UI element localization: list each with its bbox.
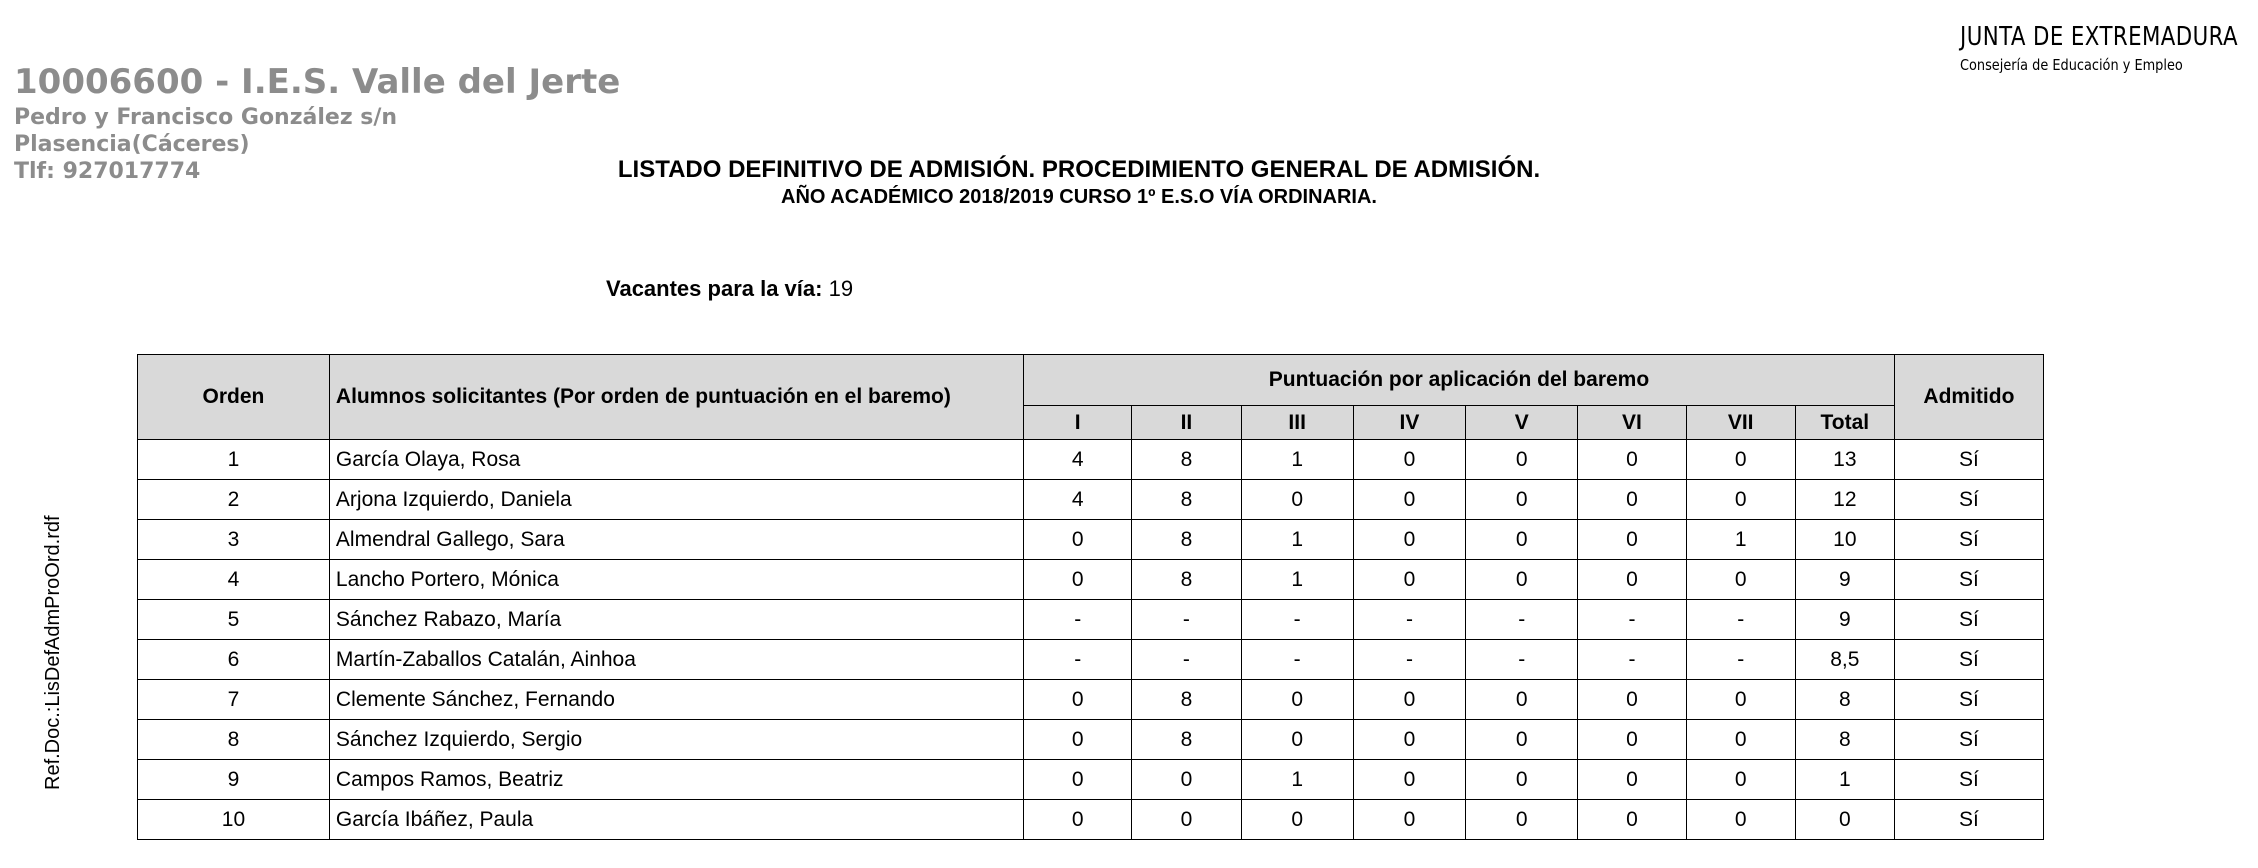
cell-alumno: Sánchez Rabazo, María [329,600,1023,640]
school-address: Pedro y Francisco González s/n [14,105,398,130]
school-city: Plasencia(Cáceres) [14,132,250,157]
cell-criterion-ii: - [1132,600,1241,640]
cell-criterion-iii: - [1241,600,1353,640]
cell-criterion-iv: 0 [1353,480,1465,520]
cell-orden: 10 [138,800,330,840]
cell-alumno: Martín-Zaballos Catalán, Ainhoa [329,640,1023,680]
cell-admitido: Sí [1894,680,2043,720]
cell-criterion-ii: 8 [1132,560,1241,600]
cell-total: 8,5 [1795,640,1894,680]
cell-orden: 8 [138,720,330,760]
cell-criterion-i: - [1024,640,1132,680]
cell-alumno: Clemente Sánchez, Fernando [329,680,1023,720]
cell-criterion-ii: 0 [1132,760,1241,800]
cell-criterion-i: 4 [1024,440,1132,480]
cell-orden: 4 [138,560,330,600]
cell-criterion-ii: 8 [1132,480,1241,520]
cell-criterion-v: 0 [1466,800,1578,840]
cell-criterion-v: 0 [1466,680,1578,720]
cell-criterion-iii: - [1241,640,1353,680]
cell-criterion-ii: 8 [1132,720,1241,760]
cell-criterion-v: 0 [1466,440,1578,480]
table-row [138,440,2044,480]
table-row [138,480,2044,520]
cell-criterion-i: 0 [1024,800,1132,840]
cell-criterion-vii: 0 [1686,560,1795,600]
header-admitido: Admitido [1894,355,2043,440]
cell-criterion-iv: 0 [1353,760,1465,800]
cell-criterion-iv: 0 [1353,520,1465,560]
cell-criterion-iv: - [1353,600,1465,640]
cell-criterion-iii: 0 [1241,720,1353,760]
header-criterion-iii: III [1241,406,1353,440]
cell-criterion-vi: 0 [1578,680,1686,720]
cell-criterion-v: 0 [1466,520,1578,560]
header-orden: Orden [138,355,330,440]
cell-criterion-iv: 0 [1353,440,1465,480]
cell-criterion-iii: 1 [1241,560,1353,600]
cell-criterion-iii: 1 [1241,440,1353,480]
cell-criterion-ii: - [1132,640,1241,680]
cell-criterion-vi: 0 [1578,520,1686,560]
cell-admitido: Sí [1894,600,2043,640]
cell-alumno: Sánchez Izquierdo, Sergio [329,720,1023,760]
cell-criterion-i: 4 [1024,480,1132,520]
cell-criterion-vii: 0 [1686,680,1795,720]
cell-total: 9 [1795,560,1894,600]
cell-total: 8 [1795,680,1894,720]
cell-criterion-iii: 0 [1241,800,1353,840]
cell-criterion-i: 0 [1024,720,1132,760]
cell-alumno: Lancho Portero, Mónica [329,560,1023,600]
header-total: Total [1795,406,1894,440]
cell-criterion-vi: 0 [1578,440,1686,480]
cell-criterion-iv: 0 [1353,800,1465,840]
table-row [138,640,2044,680]
cell-criterion-v: 0 [1466,720,1578,760]
institution-name: JUNTA DE EXTREMADURA [1960,22,2238,52]
document-title: LISTADO DEFINITIVO DE ADMISIÓN. PROCEDIMIENTO GENERAL DE ADMISIÓN. [617,156,1541,183]
cell-admitido: Sí [1894,800,2043,840]
cell-alumno: García Ibáñez, Paula [329,800,1023,840]
cell-total: 0 [1795,800,1894,840]
cell-criterion-i: 0 [1024,520,1132,560]
cell-criterion-vi: 0 [1578,800,1686,840]
cell-criterion-i: 0 [1024,760,1132,800]
table-row [138,520,2044,560]
cell-criterion-v: 0 [1466,560,1578,600]
cell-criterion-i: 0 [1024,680,1132,720]
vacantes [606,276,853,302]
cell-criterion-vi: 0 [1578,760,1686,800]
cell-alumno: Almendral Gallego, Sara [329,520,1023,560]
cell-orden: 5 [138,600,330,640]
document-subtitle: AÑO ACADÉMICO 2018/2019 CURSO 1º E.S.O VÍA ORDINARIA. [781,186,1377,208]
cell-criterion-vi: 0 [1578,720,1686,760]
cell-criterion-vii: 0 [1686,480,1795,520]
cell-criterion-iv: - [1353,640,1465,680]
cell-total: 1 [1795,760,1894,800]
institution-department: Consejería de Educación y Empleo [1960,56,2183,74]
cell-criterion-i: - [1024,600,1132,640]
cell-orden: 6 [138,640,330,680]
cell-total: 10 [1795,520,1894,560]
cell-criterion-iv: 0 [1353,680,1465,720]
header-criterion-v: V [1466,406,1578,440]
header-puntuacion: Puntuación por aplicación del baremo [1024,355,1895,406]
cell-criterion-vi: 0 [1578,480,1686,520]
cell-criterion-v: 0 [1466,480,1578,520]
cell-total: 13 [1795,440,1894,480]
institution-logo [1960,22,2258,74]
header-criterion-vi: VI [1578,406,1686,440]
table-row [138,680,2044,720]
cell-orden: 9 [138,760,330,800]
cell-admitido: Sí [1894,440,2043,480]
header-criterion-ii: II [1132,406,1241,440]
cell-admitido: Sí [1894,720,2043,760]
cell-criterion-iii: 1 [1241,520,1353,560]
cell-criterion-ii: 8 [1132,440,1241,480]
cell-criterion-vii: 0 [1686,760,1795,800]
cell-criterion-iii: 0 [1241,480,1353,520]
cell-total: 9 [1795,600,1894,640]
cell-criterion-i: 0 [1024,560,1132,600]
cell-alumno: García Olaya, Rosa [329,440,1023,480]
cell-alumno: Campos Ramos, Beatriz [329,760,1023,800]
cell-criterion-ii: 8 [1132,680,1241,720]
cell-criterion-vii: 1 [1686,520,1795,560]
cell-criterion-vii: 0 [1686,440,1795,480]
cell-criterion-v: 0 [1466,760,1578,800]
header-criterion-vii: VII [1686,406,1795,440]
admission-table [137,354,2044,840]
cell-orden: 3 [138,520,330,560]
ref-doc: Ref.Doc.:LisDefAdmProOrd.rdf [42,515,64,790]
header-alumnos: Alumnos solicitantes (Por orden de puntuación en el baremo) [329,355,1023,440]
cell-criterion-vii: 0 [1686,800,1795,840]
cell-criterion-vii: 0 [1686,720,1795,760]
vacantes-value: 19 [828,276,854,301]
school-code-name: 10006600 - I.E.S. Valle del Jerte [14,62,621,102]
cell-criterion-vi: - [1578,600,1686,640]
cell-admitido: Sí [1894,640,2043,680]
cell-criterion-vi: 0 [1578,560,1686,600]
cell-criterion-vi: - [1578,640,1686,680]
school-phone: Tlf: 927017774 [14,159,201,184]
cell-criterion-iv: 0 [1353,560,1465,600]
cell-admitido: Sí [1894,480,2043,520]
vacantes-label: Vacantes para la vía: [606,276,823,301]
cell-orden: 1 [138,440,330,480]
table-row [138,800,2044,840]
table-row [138,760,2044,800]
cell-criterion-iv: 0 [1353,720,1465,760]
cell-admitido: Sí [1894,520,2043,560]
header-criterion-i: I [1024,406,1132,440]
table-row [138,720,2044,760]
cell-criterion-iii: 0 [1241,680,1353,720]
cell-criterion-v: - [1466,640,1578,680]
cell-criterion-v: - [1466,600,1578,640]
cell-alumno: Arjona Izquierdo, Daniela [329,480,1023,520]
cell-criterion-iii: 1 [1241,760,1353,800]
cell-criterion-vii: - [1686,600,1795,640]
cell-total: 12 [1795,480,1894,520]
header-criterion-iv: IV [1353,406,1465,440]
cell-orden: 2 [138,480,330,520]
cell-criterion-ii: 0 [1132,800,1241,840]
cell-admitido: Sí [1894,560,2043,600]
cell-total: 8 [1795,720,1894,760]
table-row [138,560,2044,600]
cell-admitido: Sí [1894,760,2043,800]
cell-orden: 7 [138,680,330,720]
cell-criterion-vii: - [1686,640,1795,680]
cell-criterion-ii: 8 [1132,520,1241,560]
table-row [138,600,2044,640]
